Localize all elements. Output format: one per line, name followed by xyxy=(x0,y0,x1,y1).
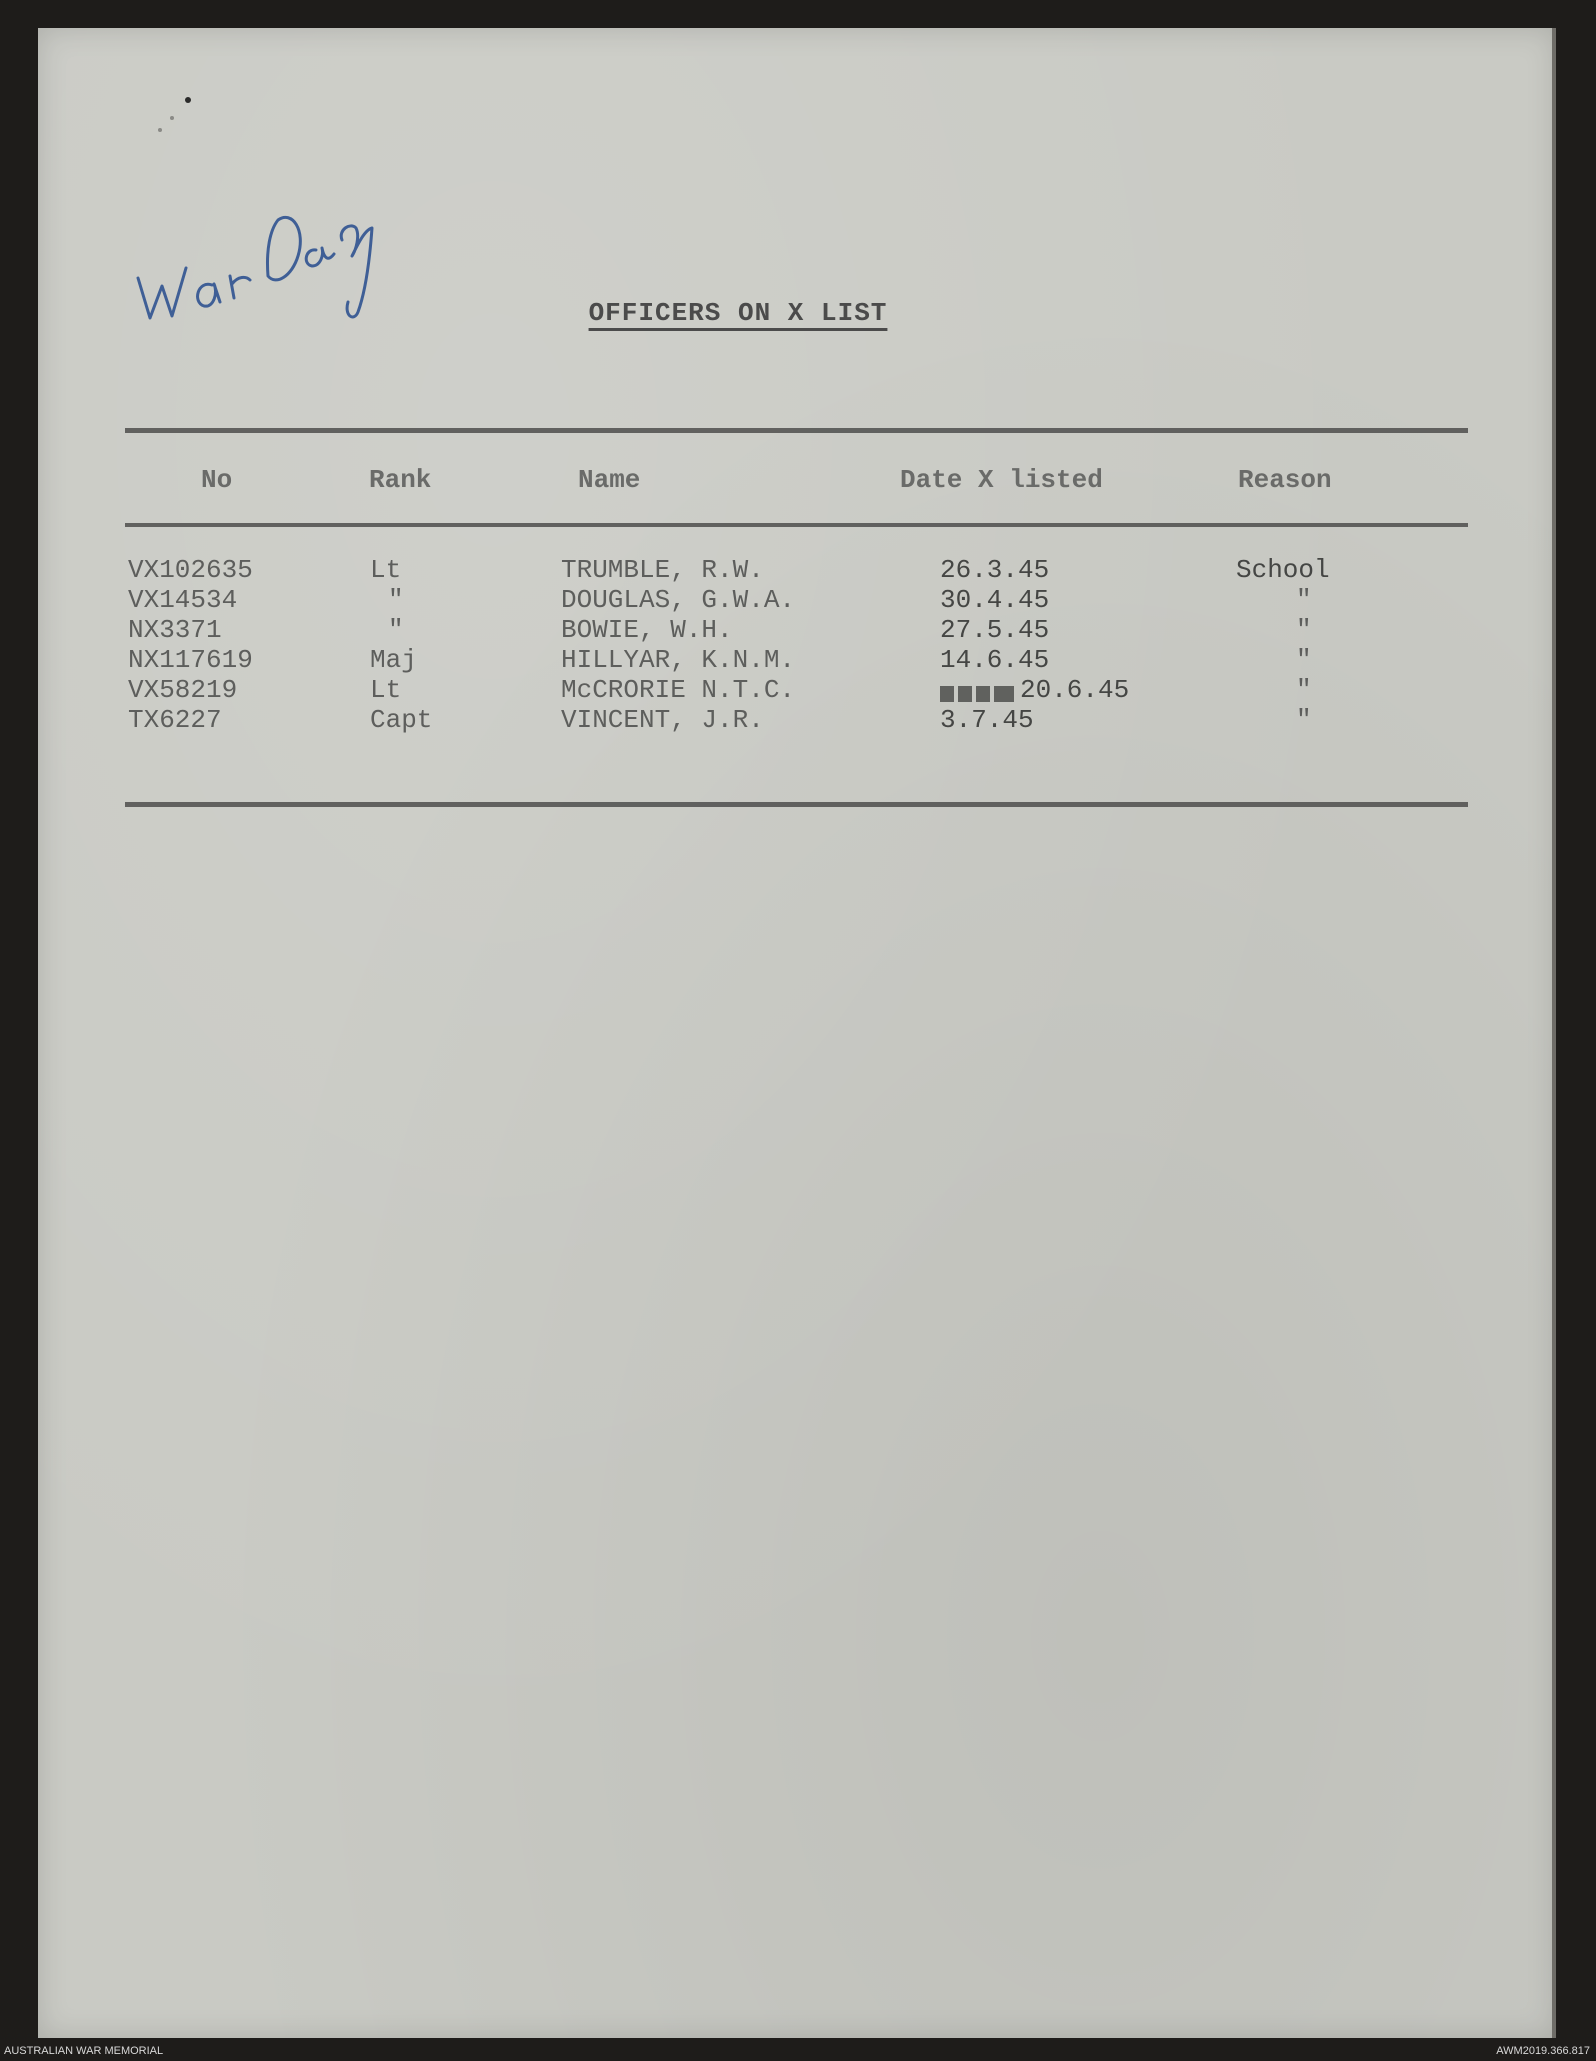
cell-rank: Lt xyxy=(370,675,402,705)
cell-name: HILLYAR, K.N.M. xyxy=(561,645,796,675)
cell-rank: Capt xyxy=(370,705,433,735)
table-row xyxy=(0,705,1596,735)
column-header-reason: Reason xyxy=(1238,465,1332,495)
table-row xyxy=(0,585,1596,615)
footer-archive-name: AUSTRALIAN WAR MEMORIAL xyxy=(4,2045,164,2057)
cell-no: TX6227 xyxy=(128,705,222,735)
cell-rank: " xyxy=(388,585,404,615)
cell-name: BOWIE, W.H. xyxy=(561,615,733,645)
table-bottom-rule xyxy=(125,802,1468,807)
cell-name: McCRORIE N.T.C. xyxy=(561,675,796,705)
cell-no: NX117619 xyxy=(128,645,253,675)
cell-rank: Maj xyxy=(370,645,417,675)
cell-no: VX14534 xyxy=(128,585,238,615)
cell-date: 27.5.45 xyxy=(940,615,1050,645)
column-header-name: Name xyxy=(578,465,641,495)
cell-name: VINCENT, J.R. xyxy=(561,705,764,735)
cell-reason: " xyxy=(1296,705,1312,735)
cell-reason: " xyxy=(1296,615,1312,645)
table-row xyxy=(0,645,1596,675)
cell-reason: School xyxy=(1236,555,1330,585)
footer-reference: AWM2019.366.817 xyxy=(1496,2045,1590,2057)
cell-name: DOUGLAS, G.W.A. xyxy=(561,585,796,615)
cell-no: VX102635 xyxy=(128,555,253,585)
cell-rank: Lt xyxy=(370,555,402,585)
typed-strikeover xyxy=(938,680,1020,708)
cell-date: 30.4.45 xyxy=(940,585,1050,615)
column-header-date: Date X listed xyxy=(900,465,1103,495)
table-header-rule xyxy=(125,523,1468,527)
cell-date: 20.6.45 xyxy=(1020,675,1130,705)
table-top-rule xyxy=(125,428,1468,433)
column-header-rank: Rank xyxy=(369,465,432,495)
table-row xyxy=(0,555,1596,585)
cell-no: NX3371 xyxy=(128,615,222,645)
cell-reason: " xyxy=(1296,585,1312,615)
page-edge xyxy=(1552,28,1556,2038)
cell-reason: " xyxy=(1296,645,1312,675)
table-row xyxy=(0,615,1596,645)
cell-no: VX58219 xyxy=(128,675,238,705)
cell-date: 14.6.45 xyxy=(940,645,1050,675)
document-title: OFFICERS ON X LIST xyxy=(588,298,888,328)
cell-reason: " xyxy=(1296,675,1312,705)
cell-date: 3.7.45 xyxy=(940,705,1034,735)
column-header-no: No xyxy=(201,465,233,495)
cell-name: TRUMBLE, R.W. xyxy=(561,555,764,585)
table-row xyxy=(0,675,1596,705)
cell-rank: " xyxy=(388,615,404,645)
cell-date: 26.3.45 xyxy=(940,555,1050,585)
